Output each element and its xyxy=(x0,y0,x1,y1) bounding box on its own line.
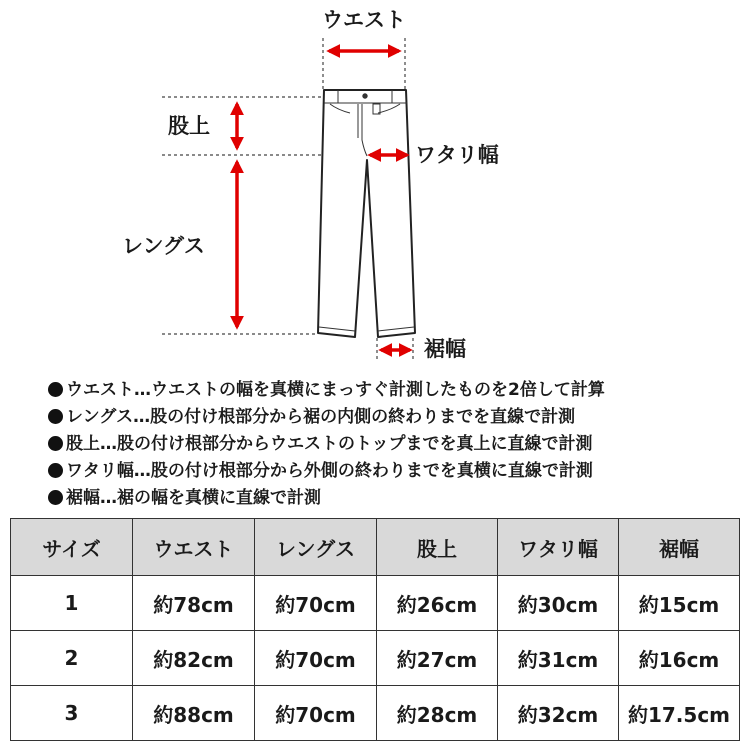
bullet-icon xyxy=(48,490,63,505)
cell-size: 1 xyxy=(11,576,133,631)
thigh-width-label: ワタリ幅 xyxy=(415,143,499,167)
table-row xyxy=(11,631,740,686)
header-hem: 裾幅 xyxy=(619,519,740,576)
note-waist: ウエスト…ウエストの幅を真横にまっすぐ計測したものを2倍して計算 xyxy=(48,377,738,404)
hem-width-label: 裾幅 xyxy=(424,337,466,361)
cell-size: 3 xyxy=(11,686,133,741)
note-thigh: ワタリ幅…股の付け根部分から外側の終わりまでを真横に直線で計測 xyxy=(48,458,738,485)
waist-label: ウエスト xyxy=(322,8,406,32)
table-row xyxy=(11,576,740,631)
size-table xyxy=(10,518,740,741)
note-hem: 裾幅…裾の幅を真横に直線で計測 xyxy=(48,485,738,512)
cell-hem: 約17.5cm xyxy=(619,686,740,741)
rise-label: 股上 xyxy=(168,114,210,138)
cell-length: 約70cm xyxy=(255,686,377,741)
cell-rise: 約26cm xyxy=(377,576,498,631)
cell-thigh: 約32cm xyxy=(498,686,619,741)
pants-illustration xyxy=(0,0,750,372)
cell-size: 2 xyxy=(11,631,133,686)
header-size: サイズ xyxy=(11,519,133,576)
cell-hem: 約16cm xyxy=(619,631,740,686)
header-rise: 股上 xyxy=(377,519,498,576)
bullet-icon xyxy=(48,463,63,478)
bullet-icon xyxy=(48,382,63,397)
cell-hem: 約15cm xyxy=(619,576,740,631)
cell-thigh: 約31cm xyxy=(498,631,619,686)
cell-waist: 約78cm xyxy=(133,576,255,631)
table-row xyxy=(11,686,740,741)
measurement-notes xyxy=(48,377,738,512)
measurement-diagram xyxy=(0,0,750,372)
length-label: レングス xyxy=(122,234,205,258)
cell-rise: 約27cm xyxy=(377,631,498,686)
cell-waist: 約82cm xyxy=(133,631,255,686)
table-header-row xyxy=(11,519,740,576)
cell-rise: 約28cm xyxy=(377,686,498,741)
cell-thigh: 約30cm xyxy=(498,576,619,631)
header-thigh: ワタリ幅 xyxy=(498,519,619,576)
note-length: レングス…股の付け根部分から裾の内側の終わりまでを直線で計測 xyxy=(48,404,738,431)
note-rise: 股上…股の付け根部分からウエストのトップまでを真上に直線で計測 xyxy=(48,431,738,458)
cell-length: 約70cm xyxy=(255,631,377,686)
header-length: レングス xyxy=(255,519,377,576)
cell-length: 約70cm xyxy=(255,576,377,631)
bullet-icon xyxy=(48,409,63,424)
cell-waist: 約88cm xyxy=(133,686,255,741)
bullet-icon xyxy=(48,436,63,451)
header-waist: ウエスト xyxy=(133,519,255,576)
